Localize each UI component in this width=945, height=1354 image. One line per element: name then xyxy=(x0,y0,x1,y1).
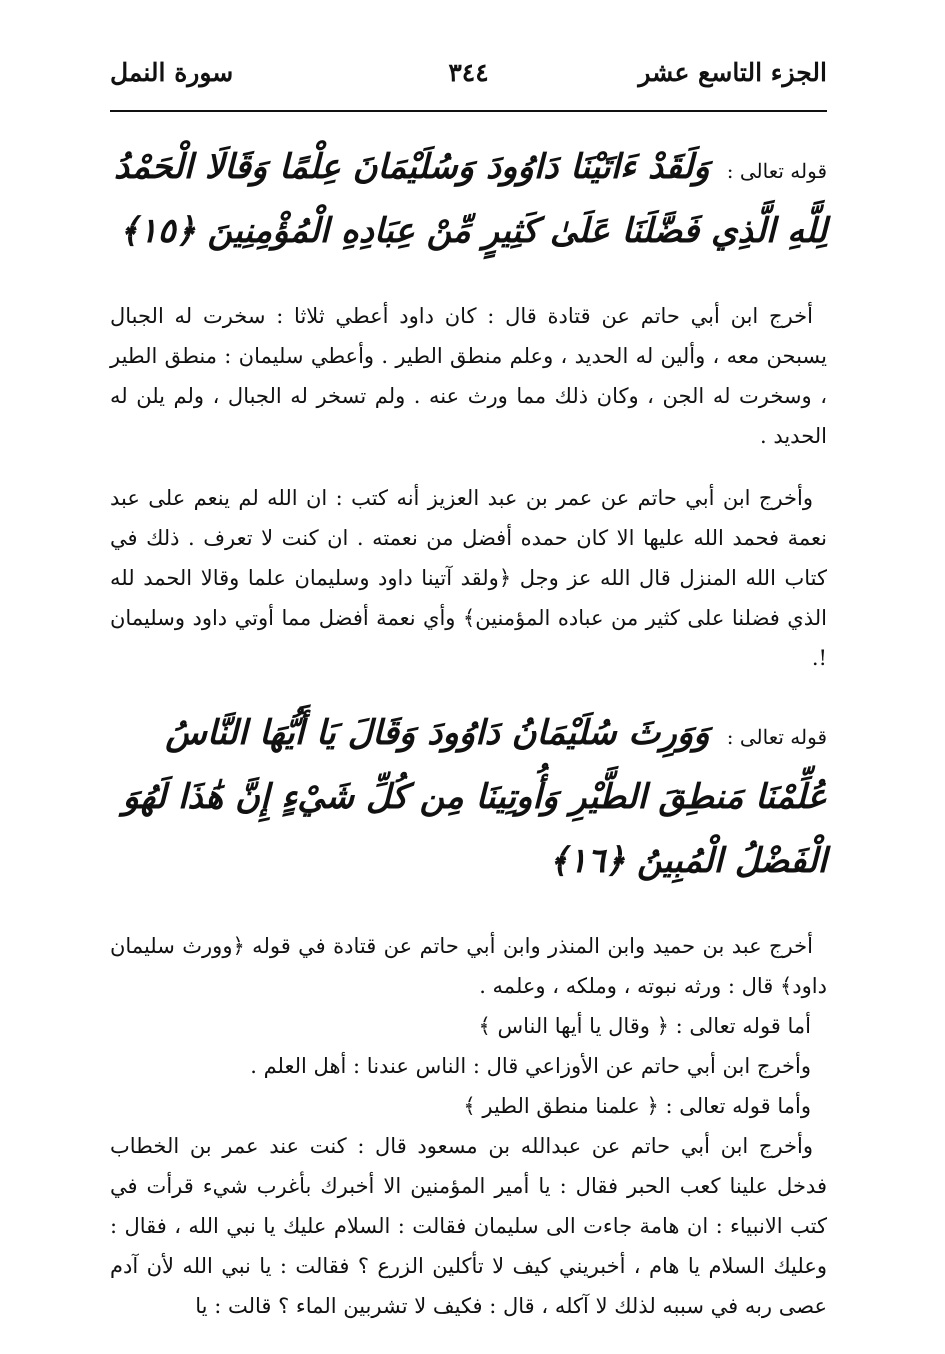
commentary-line: وأخرج ابن أبي حاتم عن الأوزاعي قال : الناس عندنا : أهل العلم . xyxy=(250,1054,811,1078)
page-header xyxy=(110,52,827,112)
commentary-lines xyxy=(110,1006,827,1126)
commentary-paragraph: وأخرج ابن أبي حاتم عن عبدالله بن مسعود قال : كنت عند عمر بن الخطاب فدخل علينا كعب الحبر فقال : يا أمير المؤمنين الا أخبرك بأغرب شيء قرأت في كتب الانبياء : ان هامة جاءت الى سليمان فقالت : السلام عليك يا نبي الله ، فقال : وعليك السلام يا هام ، أخبريني كيف لا تأكلين الزرع ؟ فقالت : يا نبي الله لأن آدم عصى ربه في سببه لذلك لا آكله ، قال : فكيف لا تشربين الماء ؟ قالت : يا xyxy=(110,1134,827,1318)
page-number: ٣٤٤ xyxy=(448,58,489,87)
quran-verse-16: وَوَرِثَ سُلَيْمَانُ دَاوُودَ وَقَالَ يَا أَيُّهَا النَّاسُ عُلِّمْنَا مَنطِقَ الطَّيْرِ وَأُوتِينَا مِن كُلِّ شَيْءٍ إِنَّ هَٰذَا لَهُوَ الْفَضْلُ الْمُبِينُ ﴿١٦﴾ xyxy=(122,713,827,881)
verse-intro: قوله تعالى : xyxy=(726,725,827,749)
commentary-paragraph: أخرج عبد بن حميد وابن المنذر وابن أبي حاتم عن قتادة في قوله ﴿وورث سليمان داود﴾ قال : ورثه نبوته ، وملكه ، وعلمه . xyxy=(110,934,827,998)
commentary-paragraph: أخرج ابن أبي حاتم عن قتادة قال : كان داود أعطي ثلاثا : سخرت له الجبال يسبحن معه ، وألين له الحديد ، وعلم منطق الطير . وأعطي سليمان : منطق الطير ، وسخرت له الجن ، وكان ذلك مما ورث عنه . ولم تسخر له الجبال ، ولم يلن له الحديد . xyxy=(110,304,827,448)
quran-verse-15: وَلَقَدْ ءَاتَيْنَا دَاوُودَ وَسُلَيْمَانَ عِلْمًا وَقَالَا الْحَمْدُ لِلَّهِ الَّذِي فَضَّلَنَا عَلَىٰ كَثِيرٍ مِّنْ عِبَادِهِ الْمُؤْمِنِينَ ﴿١٥﴾ xyxy=(113,147,827,251)
surah-title: سورة النمل xyxy=(110,58,234,87)
verse-block-16 xyxy=(110,704,827,896)
commentary-line: أما قوله تعالى : ﴿ وقال يا أيها الناس ﴾ xyxy=(478,1014,811,1038)
verse-block-15 xyxy=(110,138,827,266)
verse-intro: قوله تعالى : xyxy=(726,159,827,183)
commentary-paragraph: وأخرج ابن أبي حاتم عن عمر بن عبد العزيز أنه كتب : ان الله لم ينعم على عبد نعمة فحمد الله عليها الا كان حمده أفضل من نعمته . ان كنت لا تعرف . ذلك في كتاب الله المنزل قال الله عز وجل ﴿ولقد آتينا داود وسليمان علما وقالا الحمد لله الذي فضلنا على كثير من عباده المؤمنين﴾ وأي نعمة أفضل مما أوتي داود وسليمان !. xyxy=(110,486,827,670)
part-title: الجزء التاسع عشر xyxy=(638,58,827,87)
commentary-line: وأما قوله تعالى : ﴿ علمنا منطق الطير ﴾ xyxy=(463,1094,811,1118)
